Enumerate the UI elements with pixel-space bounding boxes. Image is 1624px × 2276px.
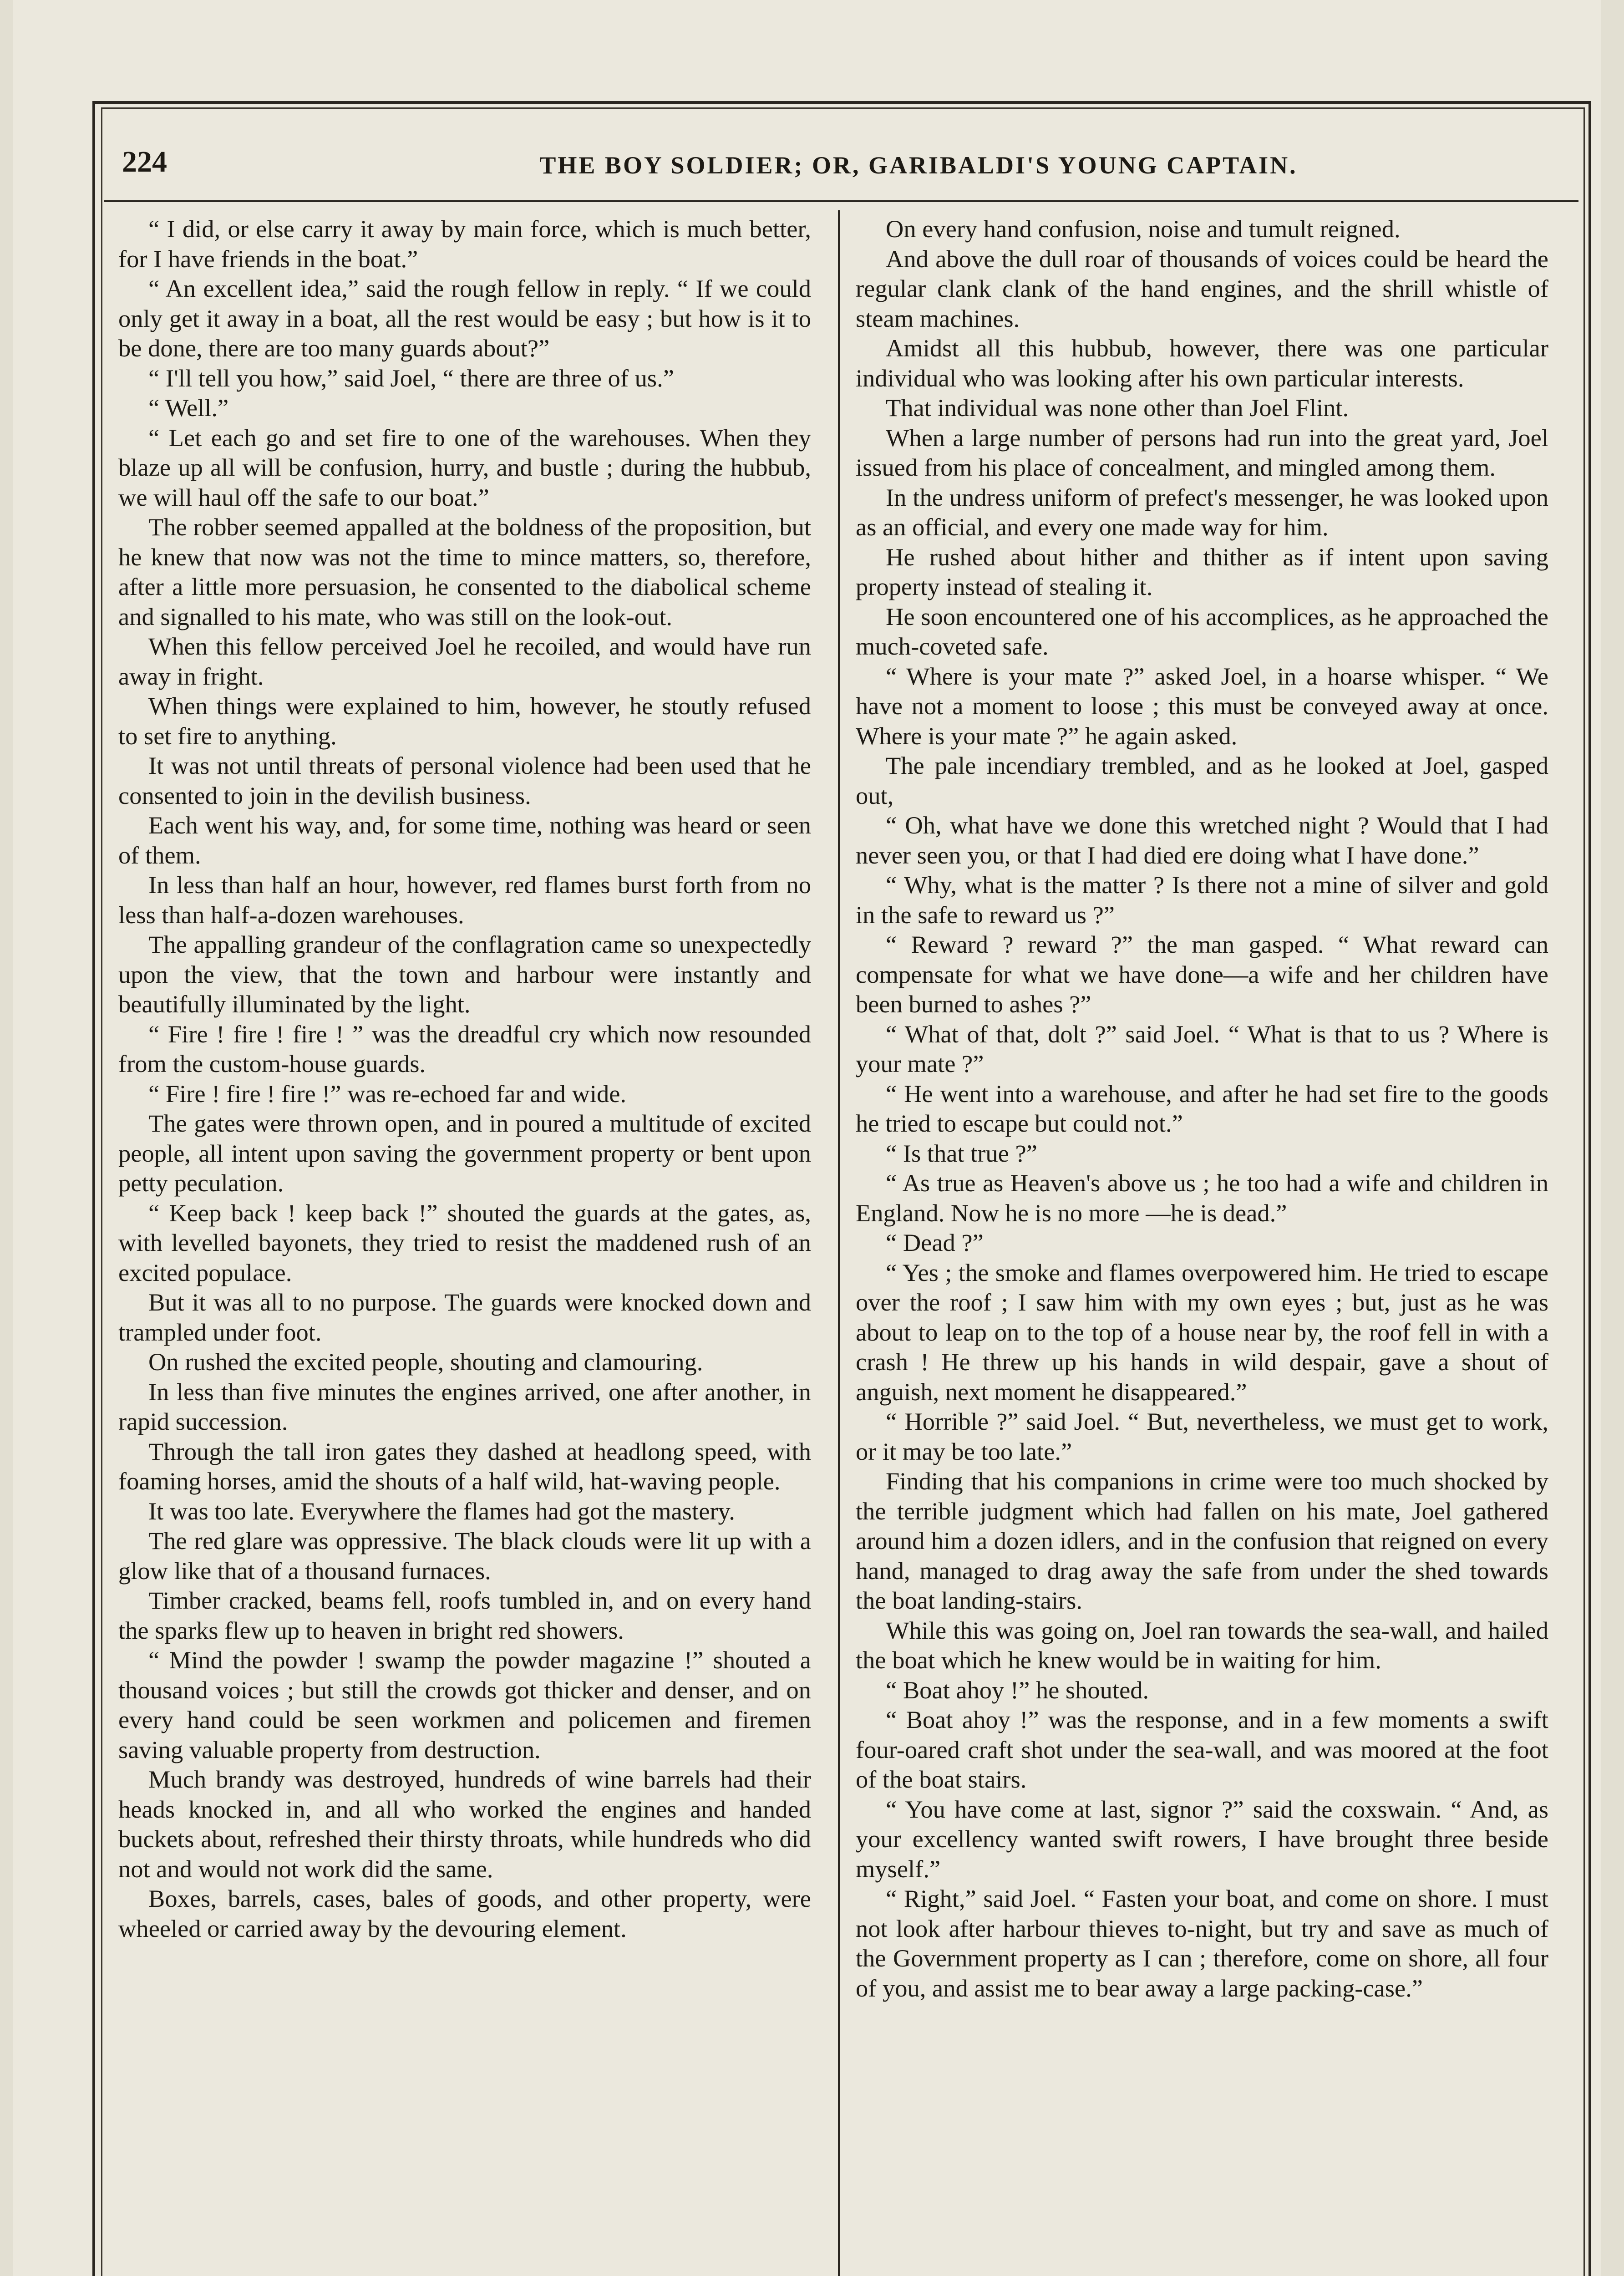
paragraph: “ Boat ahoy !” was the response, and in a few moments a swift four-oared craft shot under the sea-wall, and was moored at the foot of the boat stairs. (856, 1706, 1548, 1793)
paragraph: “ Well.” (148, 394, 229, 422)
right-column (856, 214, 1548, 2003)
paragraph: It was too late. Everywhere the flames had got the mastery. (148, 1497, 735, 1525)
paragraph: “ Let each go and set fire to one of the warehouses. When they blaze up all will be confusion, hurry, and bustle ; during the hubbub, we will haul off the safe to our boat.” (118, 423, 811, 511)
paragraph: And above the dull roar of thousands of voices could be heard the regular clank clank of the hand engines, and the shrill whistle of steam machines. (856, 244, 1548, 332)
paragraph: When this fellow perceived Joel he recoiled, and would have run away in fright. (118, 632, 811, 690)
paragraph: “ Fire ! fire ! fire ! ” was the dreadful cry which now resounded from the custom-house guards. (118, 1020, 811, 1077)
paragraph: On every hand confusion, noise and tumult reigned. (886, 215, 1401, 243)
running-title: THE BOY SOLDIER; OR, GARIBALDI'S YOUNG CAPTAIN. (539, 152, 1298, 179)
paragraph: Each went his way, and, for some time, nothing was heard or seen of them. (118, 811, 811, 869)
paragraph: The gates were thrown open, and in poured a multitude of excited people, all intent upon saving the government property or bent upon petty peculation. (118, 1109, 811, 1197)
paragraph: Finding that his companions in crime were too much shocked by the terrible judgment which had fallen on his mate, Joel gathered around him a dozen idlers, and in the confusion that reigned on every hand, managed to drag away the safe from under the shed towards the boat landing-stairs. (856, 1467, 1548, 1614)
paragraph: “ Why, what is the matter ? Is there not a mine of silver and gold in the safe to reward us ?” (856, 871, 1548, 929)
paragraph: “ As true as Heaven's above us ; he too had a wife and children in England. Now he is no more —he is dead.” (856, 1169, 1548, 1227)
paragraph: The red glare was oppressive. The black clouds were lit up with a glow like that of a thousand furnaces. (118, 1527, 811, 1585)
paragraph: That individual was none other than Joel Flint. (886, 394, 1349, 422)
paragraph: In less than half an hour, however, red flames burst forth from no less than half-a-dozen warehouses. (118, 871, 811, 929)
paragraph: When things were explained to him, however, he stoutly refused to set fire to anything. (118, 692, 811, 750)
header-rule (104, 200, 1578, 202)
paragraph: Amidst all this hubbub, however, there was one particular individual who was looking after his own particular interests. (856, 334, 1548, 392)
paragraph: Boxes, barrels, cases, bales of goods, and other property, were wheeled or carried away by the devouring element. (118, 1885, 811, 1942)
page-header (122, 145, 1547, 199)
paragraph: He rushed about hither and thither as if intent upon saving property instead of stealing it. (856, 543, 1548, 600)
paragraph: The robber seemed appalled at the boldness of the proposition, but he knew that now was not the time to mince matters, so, therefore, after a little more persuasion, he consented to the diabolical scheme and signalled to his mate, who was still on the look-out. (118, 513, 811, 630)
paragraph: Much brandy was destroyed, hundreds of wine barrels had their heads knocked in, and all who worked the engines and handed buckets about, refreshed their thirsty throats, while hundreds who did not and would not work did the same. (118, 1765, 811, 1883)
paragraph: On rushed the excited people, shouting and clamouring. (148, 1348, 703, 1376)
paragraph: “ Dead ?” (886, 1229, 984, 1256)
paragraph: “ You have come at last, signor ?” said the coxswain. “ And, as your excellency wanted swift rowers, I have brought three beside myself.” (856, 1795, 1548, 1883)
paragraph: “ What of that, dolt ?” said Joel. “ What is that to us ? Where is your mate ?” (856, 1020, 1548, 1077)
paragraph: “ Where is your mate ?” asked Joel, in a hoarse whisper. “ We have not a moment to loose ; this must be conveyed away at once. Where is your mate ?” he again asked. (856, 662, 1548, 750)
paragraph: “ Right,” said Joel. “ Fasten your boat, and come on shore. I must not look after harbour thieves to-night, but try and save as much of the Government property as I can ; therefore, come on shore, all four of you, and assist me to bear away a large packing-case.” (856, 1885, 1548, 2002)
paragraph: “ Keep back ! keep back !” shouted the guards at the gates, as, with levelled bayonets, they tried to resist the maddened rush of an excited populace. (118, 1199, 811, 1286)
paragraph: But it was all to no purpose. The guards were knocked down and trampled under foot. (118, 1288, 811, 1346)
paragraph: “ I'll tell you how,” said Joel, “ there are three of us.” (148, 364, 674, 392)
paragraph: It was not until threats of personal violence had been used that he consented to join in the devilish business. (118, 752, 811, 809)
paragraph: “ Mind the powder ! swamp the powder magazine !” shouted a thousand voices ; but still the crowds got thicker and denser, and on every hand could be seen workmen and policemen and firemen saving valuable property from destruction. (118, 1646, 811, 1763)
paragraph: He soon encountered one of his accomplices, as he approached the much-coveted safe. (856, 602, 1548, 660)
paragraph: “ Horrible ?” said Joel. “ But, nevertheless, we must get to work, or it may be too late.” (856, 1407, 1548, 1465)
paragraph: “ Is that true ?” (886, 1139, 1037, 1167)
paragraph: The appalling grandeur of the conflagration came so unexpectedly upon the view, that the town and harbour were instantly and beautifully illuminated by the light. (118, 930, 811, 1018)
paragraph: The pale incendiary trembled, and as he looked at Joel, gasped out, (856, 752, 1548, 809)
paragraph: “ He went into a warehouse, and after he had set fire to the goods he tried to escape but could not.” (856, 1079, 1548, 1137)
paragraph: When a large number of persons had run into the great yard, Joel issued from his place of concealment, and mingled among them. (856, 423, 1548, 481)
paragraph: While this was going on, Joel ran towards the sea-wall, and hailed the boat which he knew would be in waiting for him. (856, 1616, 1548, 1674)
paragraph: “ Fire ! fire ! fire !” was re-echoed far and wide. (148, 1079, 627, 1108)
left-column (118, 214, 811, 1943)
paragraph: “ I did, or else carry it away by main force, which is much better, for I have friends in the boat.” (118, 215, 811, 273)
column-divider (838, 210, 840, 2276)
paragraph: In the undress uniform of prefect's messenger, he was looked upon as an official, and every one made way for him. (856, 483, 1548, 541)
paragraph: Through the tall iron gates they dashed at headlong speed, with foaming horses, amid the shouts of a half wild, hat-waving people. (118, 1437, 811, 1495)
paragraph: “ Yes ; the smoke and flames overpowered him. He tried to escape over the roof ; I saw him with my own eyes ; but, just as he was about to leap on to the top of a house near by, the roof fell in with a crash ! He threw up his hands in wild despair, gave a shout of anguish, next moment he disappeared.” (856, 1258, 1548, 1406)
paragraph: “ Oh, what have we done this wretched night ? Would that I had never seen you, or that I had died ere doing what I have done.” (856, 811, 1548, 869)
paragraph: In less than five minutes the engines arrived, one after another, in rapid succession. (118, 1377, 811, 1435)
paragraph: “ Boat ahoy !” he shouted. (886, 1676, 1149, 1704)
page-number: 224 (122, 145, 167, 178)
paragraph: Timber cracked, beams fell, roofs tumbled in, and on every hand the sparks flew up to heaven in bright red showers. (118, 1586, 811, 1644)
paragraph: “ Reward ? reward ?” the man gasped. “ What reward can compensate for what we have done—a wife and her children have been burned to ashes ?” (856, 930, 1548, 1018)
paragraph: “ An excellent idea,” said the rough fellow in reply. “ If we could only get it away in a boat, all the rest would be easy ; but how is it to be done, there are too many guards about?” (118, 274, 811, 362)
